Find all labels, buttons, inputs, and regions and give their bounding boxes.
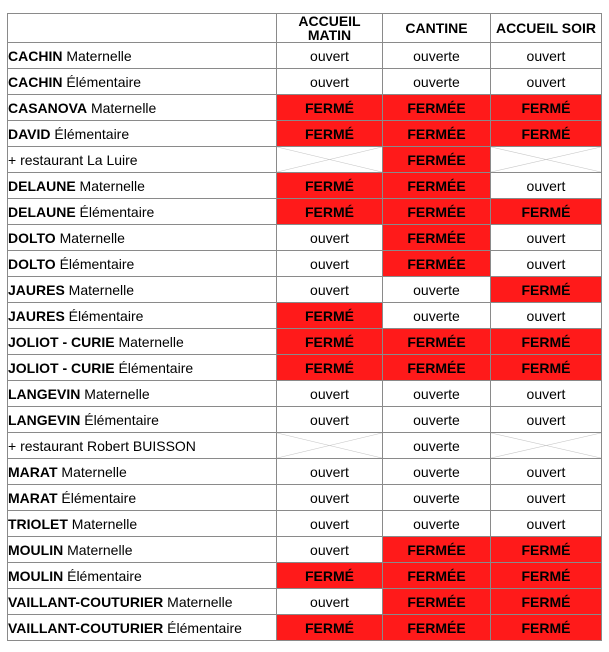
status-closed: FERMÉ (491, 355, 602, 381)
status-open: ouvert (491, 511, 602, 537)
status-closed: FERMÉ (491, 563, 602, 589)
school-name-rest: Maternelle (62, 47, 132, 64)
status-closed: FERMÉE (383, 615, 491, 641)
school-name (8, 589, 277, 615)
school-name (8, 355, 277, 381)
table-row (8, 537, 602, 563)
status-closed: FERMÉ (277, 563, 383, 589)
status-open: ouverte (383, 277, 491, 303)
school-name-bold: TRIOLET (8, 515, 68, 532)
school-name-bold: DOLTO (8, 229, 56, 246)
school-name-rest: Maternelle (57, 463, 127, 480)
status-open: ouvert (277, 537, 383, 563)
school-name-rest: Élémentaire (57, 489, 137, 506)
status-closed: FERMÉ (491, 199, 602, 225)
school-name-rest: Élémentaire (62, 73, 142, 90)
school-name-bold: LANGEVIN (8, 411, 81, 428)
school-name-rest: Élémentaire (63, 567, 142, 584)
status-open: ouvert (491, 407, 602, 433)
status-closed: FERMÉ (277, 615, 383, 641)
school-name (8, 251, 277, 277)
status-open: ouverte (383, 381, 491, 407)
school-name-rest: Élémentaire (55, 255, 135, 272)
status-open: ouvert (491, 173, 602, 199)
table-row (8, 199, 602, 225)
school-name-bold: JOLIOT - CURIE (8, 333, 115, 350)
status-closed: FERMÉ (491, 121, 602, 147)
status-open: ouvert (491, 303, 602, 329)
status-open: ouverte (383, 511, 491, 537)
school-name (8, 329, 277, 355)
status-open: ouverte (383, 485, 491, 511)
cross-out-icon (277, 433, 382, 458)
table-row (8, 433, 602, 459)
not-applicable-cell (491, 433, 602, 459)
status-open: ouvert (491, 485, 602, 511)
status-open: ouvert (491, 459, 602, 485)
status-closed: FERMÉ (491, 277, 602, 303)
status-open: ouvert (277, 485, 383, 511)
school-name-bold: DELAUNE (8, 203, 76, 220)
table-row (8, 589, 602, 615)
status-open: ouvert (277, 589, 383, 615)
school-name-bold: MOULIN (8, 567, 64, 584)
school-name-bold: CACHIN (8, 47, 63, 64)
school-name (8, 173, 277, 199)
school-name-bold: VAILLANT-COUTURIER (8, 619, 164, 636)
table-row (8, 459, 602, 485)
school-name-rest: Maternelle (55, 229, 125, 246)
status-open: ouvert (277, 407, 383, 433)
status-open: ouvert (277, 459, 383, 485)
table-row (8, 329, 602, 355)
school-name (8, 199, 277, 225)
table-row (8, 225, 602, 251)
status-closed: FERMÉE (383, 147, 491, 173)
school-name (8, 511, 277, 537)
status-open: ouvert (277, 511, 383, 537)
school-name (8, 121, 277, 147)
school-name (8, 225, 277, 251)
status-open: ouverte (383, 69, 491, 95)
status-open: ouvert (491, 69, 602, 95)
table-row (8, 485, 602, 511)
status-open: ouvert (491, 251, 602, 277)
school-name-rest: Maternelle (75, 177, 145, 194)
status-closed: FERMÉE (383, 251, 491, 277)
table-row (8, 43, 602, 69)
status-closed: FERMÉE (383, 95, 491, 121)
status-closed: FERMÉ (491, 615, 602, 641)
school-name-bold: CASANOVA (8, 99, 88, 116)
school-name (8, 537, 277, 563)
school-name-rest: Maternelle (63, 541, 133, 558)
school-name-rest: Maternelle (67, 515, 138, 532)
school-name (8, 407, 277, 433)
table-row (8, 563, 602, 589)
school-name-rest: Élémentaire (80, 411, 159, 428)
table-row (8, 69, 602, 95)
school-name-rest: Élémentaire (64, 307, 144, 324)
header-accueil-matin-text: ACCUEIL MATIN (298, 13, 361, 43)
table-row (8, 381, 602, 407)
status-closed: FERMÉE (383, 173, 491, 199)
status-closed: FERMÉ (277, 329, 383, 355)
table-row (8, 355, 602, 381)
status-closed: FERMÉ (277, 199, 383, 225)
school-name-bold: DAVID (8, 125, 51, 142)
status-closed: FERMÉE (383, 537, 491, 563)
status-open: ouverte (383, 433, 491, 459)
status-closed: FERMÉ (277, 95, 383, 121)
table-row (8, 303, 602, 329)
status-closed: FERMÉ (491, 537, 602, 563)
status-open: ouvert (277, 69, 383, 95)
header-accueil-matin (277, 14, 383, 43)
school-name-rest: Maternelle (80, 385, 150, 402)
school-name-rest: + restaurant Robert BUISSON (8, 437, 196, 454)
status-closed: FERMÉE (383, 355, 491, 381)
school-name-bold: CACHIN (8, 73, 63, 90)
cross-out-icon (277, 147, 382, 172)
table-row (8, 615, 602, 641)
school-name (8, 563, 277, 589)
school-name-bold: LANGEVIN (8, 385, 81, 402)
header-accueil-soir: ACCUEIL SOIR (491, 14, 602, 43)
status-closed: FERMÉ (277, 173, 383, 199)
table-row (8, 95, 602, 121)
status-open: ouvert (277, 225, 383, 251)
status-closed: FERMÉ (277, 355, 383, 381)
school-name-rest: Maternelle (163, 593, 233, 610)
table-body (8, 43, 602, 641)
school-name-bold: DELAUNE (8, 177, 76, 194)
cross-out-icon (491, 147, 601, 172)
school-name-bold: JAURES (8, 307, 65, 324)
school-name-rest: + restaurant La Luire (8, 151, 138, 168)
status-open: ouverte (383, 43, 491, 69)
status-closed: FERMÉE (383, 563, 491, 589)
not-applicable-cell (491, 147, 602, 173)
school-name (8, 381, 277, 407)
school-name (8, 277, 277, 303)
school-name-bold: DOLTO (8, 255, 56, 272)
corner-cell (8, 14, 277, 43)
school-name (8, 95, 277, 121)
status-open: ouverte (383, 459, 491, 485)
status-open: ouvert (277, 381, 383, 407)
table-row (8, 407, 602, 433)
header-row (8, 14, 602, 43)
school-name-bold: JOLIOT - CURIE (8, 359, 115, 376)
not-applicable-cell (277, 433, 383, 459)
school-name-bold: VAILLANT-COUTURIER (8, 593, 164, 610)
status-closed: FERMÉE (383, 121, 491, 147)
cross-out-icon (491, 433, 601, 458)
school-name (8, 43, 277, 69)
table-row (8, 277, 602, 303)
school-name-bold: MARAT (8, 463, 58, 480)
school-name-bold: MOULIN (8, 541, 64, 558)
school-name (8, 147, 277, 173)
status-open: ouvert (491, 225, 602, 251)
school-name (8, 459, 277, 485)
school-name-rest: Maternelle (64, 281, 135, 298)
table-row (8, 173, 602, 199)
header-cantine: CANTINE (383, 14, 491, 43)
school-name (8, 69, 277, 95)
table-row (8, 147, 602, 173)
school-name-rest: Élémentaire (163, 619, 242, 636)
school-name (8, 485, 277, 511)
status-open: ouvert (491, 43, 602, 69)
school-name-bold: JAURES (8, 281, 65, 298)
status-open: ouverte (383, 407, 491, 433)
status-open: ouvert (277, 43, 383, 69)
status-closed: FERMÉE (383, 589, 491, 615)
school-name-rest: Élémentaire (50, 125, 130, 142)
status-closed: FERMÉ (491, 95, 602, 121)
table-row (8, 511, 602, 537)
status-closed: FERMÉ (277, 303, 383, 329)
status-closed: FERMÉ (491, 589, 602, 615)
status-closed: FERMÉE (383, 329, 491, 355)
school-name-rest: Maternelle (114, 333, 184, 350)
not-applicable-cell (277, 147, 383, 173)
status-closed: FERMÉ (491, 329, 602, 355)
status-closed: FERMÉE (383, 225, 491, 251)
status-closed: FERMÉ (277, 121, 383, 147)
school-name-rest: Élémentaire (75, 203, 155, 220)
table-row (8, 121, 602, 147)
school-name-rest: Élémentaire (114, 359, 194, 376)
school-name-bold: MARAT (8, 489, 58, 506)
status-closed: FERMÉE (383, 199, 491, 225)
school-name (8, 303, 277, 329)
closures-table (7, 13, 602, 641)
status-open: ouvert (277, 251, 383, 277)
status-open: ouverte (383, 303, 491, 329)
school-name (8, 433, 277, 459)
school-name-rest: Maternelle (87, 99, 157, 116)
school-name (8, 615, 277, 641)
status-open: ouvert (491, 381, 602, 407)
status-open: ouvert (277, 277, 383, 303)
table-row (8, 251, 602, 277)
